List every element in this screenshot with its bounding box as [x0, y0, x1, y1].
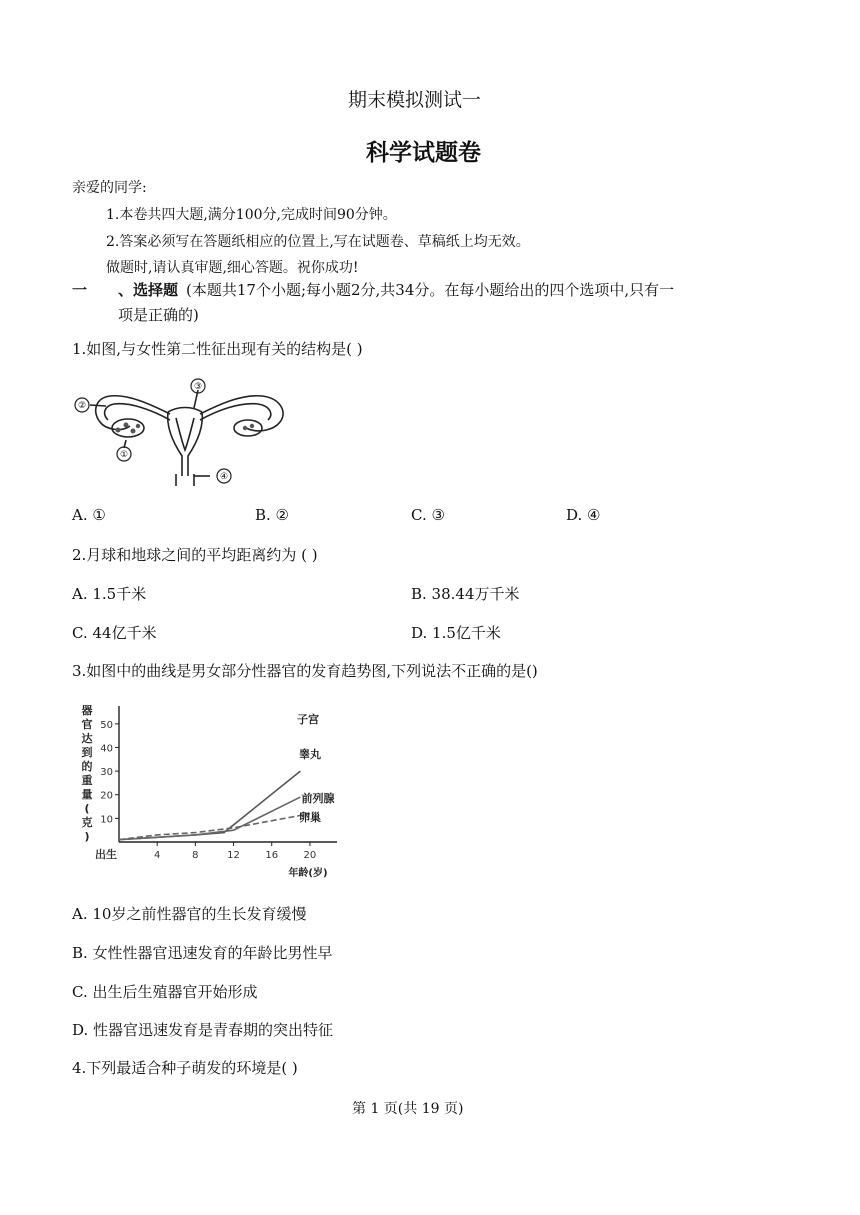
q3-option-c: C. 出生后生殖器官开始形成	[72, 983, 258, 1001]
x-tick-label: 4	[153, 850, 161, 861]
section-desc-line1: (本题共17个小题;每小题2分,共34分。在每小题给出的四个选项中,只有一	[186, 281, 675, 299]
section-desc-line2: 项是正确的)	[118, 306, 199, 324]
y-tick-label: 10	[100, 814, 113, 826]
q1-option-d: D. ④	[566, 506, 601, 524]
q3-option-b: B. 女性性器官迅速发育的年龄比男性早	[72, 944, 333, 962]
note-3: 做题时,请认真审题,细心答题。祝你成功!	[106, 260, 359, 276]
q2-stem: 2.月球和地球之间的平均距离约为 ( )	[72, 546, 318, 564]
q2-option-b: B. 38.44万千米	[411, 585, 520, 603]
q1-option-c: C. ③	[411, 506, 445, 524]
q3-stem: 3.如图中的曲线是男女部分性器官的发育趋势图,下列说法不正确的是()	[72, 662, 538, 680]
x-tick-label: 出生	[95, 848, 117, 861]
q4-stem: 4.下列最适合种子萌发的环境是( )	[72, 1059, 298, 1077]
series-line-1	[119, 797, 300, 840]
series-label-ovary: 卵巢	[299, 811, 321, 824]
series-label-prostate: 前列腺	[301, 792, 335, 805]
series-line-2	[119, 814, 310, 840]
female-reproductive-diagram	[70, 378, 300, 490]
q2-option-c: C. 44亿千米	[72, 624, 157, 642]
y-tick-label: 50	[100, 719, 113, 731]
x-tick-label: 20	[303, 850, 317, 861]
greeting: 亲爱的同学:	[72, 180, 147, 196]
series-label-uterus: 子宫	[297, 713, 319, 726]
q1-option-a: A. ①	[72, 506, 106, 524]
exam-subtitle: 科学试题卷	[366, 140, 481, 166]
x-tick-label: 12	[227, 850, 240, 861]
section-number: 一	[72, 281, 88, 299]
x-tick-label: 8	[192, 850, 199, 861]
y-tick-label: 20	[100, 790, 113, 802]
series-line-0	[119, 771, 300, 840]
label-3: ③	[193, 382, 203, 392]
note-1: 1.本卷共四大题,满分100分,完成时间90分钟。	[106, 207, 397, 223]
exam-title: 期末模拟测试一	[348, 89, 482, 111]
y-axis-label: 器官达到的重量(克)	[81, 704, 93, 843]
q1-option-b: B. ②	[255, 506, 290, 524]
x-tick-label: 16	[265, 850, 279, 861]
q1-stem: 1.如图,与女性第二性征出现有关的结构是( )	[72, 340, 363, 358]
label-1: ①	[119, 450, 129, 460]
q2-option-d: D. 1.5亿千米	[411, 624, 501, 642]
note-2: 2.答案必须写在答题纸相应的位置上,写在试题卷、草稿纸上均无效。	[106, 234, 530, 250]
x-axis-label: 年龄(岁)	[288, 868, 328, 879]
y-tick-label: 30	[100, 767, 113, 779]
q2-option-a: A. 1.5千米	[72, 585, 147, 603]
q3-option-a: A. 10岁之前性器官的生长发育缓慢	[72, 905, 307, 923]
label-4: ④	[219, 472, 229, 482]
label-2: ②	[77, 401, 87, 411]
series-label-testis: 睾丸	[299, 748, 321, 761]
section-name: 、选择题	[118, 281, 179, 299]
page-footer: 第 1 页(共 19 页)	[352, 1101, 464, 1117]
y-tick-label: 40	[100, 743, 113, 755]
organ-growth-chart	[74, 696, 346, 886]
q3-option-d: D. 性器官迅速发育是青春期的突出特征	[72, 1021, 334, 1039]
